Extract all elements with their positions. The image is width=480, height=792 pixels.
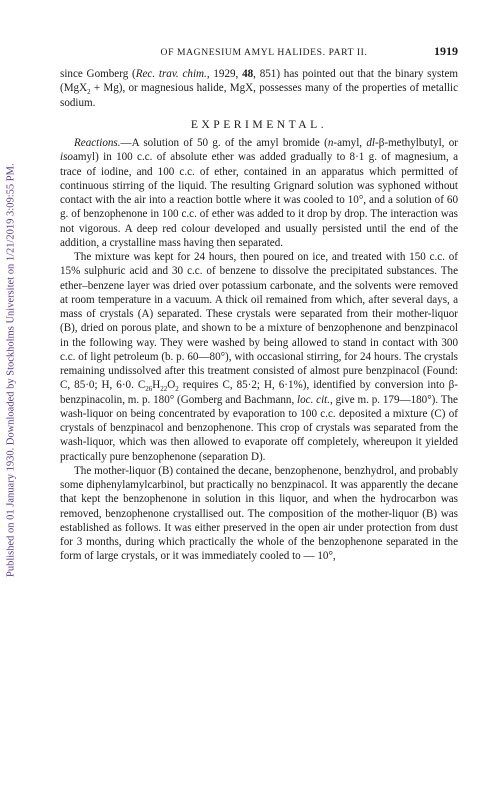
running-header	[60, 44, 458, 60]
subscript: 22	[160, 385, 168, 394]
running-title: OF MAGNESIUM AMYL HALIDES. PART II.	[160, 47, 368, 58]
procedure-paragraph	[60, 250, 458, 464]
italic-prefix: n	[327, 137, 334, 149]
subscript: 2	[175, 385, 179, 394]
text-run: O	[167, 379, 176, 392]
text-run: requires C, 85·2; H, 6·1%), identified by conversion into β-benzpinacolin, m. p. 180° (Gomberg and Bachmann,	[60, 379, 458, 406]
text-run: —A solution of 50 g. of the amyl bromide (	[120, 137, 328, 149]
text-run: since Gomberg (	[60, 68, 136, 80]
page-number: 1919	[434, 44, 458, 58]
subscript: 2	[87, 88, 91, 97]
italic-prefix: iso	[60, 151, 73, 164]
intro-paragraph	[60, 67, 458, 110]
citation-abbrev: loc. cit.	[297, 393, 331, 406]
subscript: 26	[145, 385, 153, 394]
text-run: H	[152, 379, 161, 392]
article-body	[60, 67, 458, 564]
download-watermark: Published on 01 January 1930. Downloaded by Stockholms Universitet on 1/21/2019 3:09:55 PM.	[5, 163, 17, 577]
text-run: , 851) has pointed out that the binary system (MgX	[60, 68, 458, 95]
mother-liquor-paragraph: The mother-liquor (B) contained the decane, benzophenone, benzhydrol, and probably some diphenylamylcarbinol, but practically no benzpinacol. It was apparently the decane that kept the benzophenone in solution in this liquor, and when the hydrocarbon was removed, benzophenone crystallised out. The composition of the mother-liquor (B) was established as follows. It was either preserved in the open air under protection from dust for 3 months, during which practically the whole of the benzophenone separated in the form of large crystals, or it was immediately cooled to — 10°,	[60, 464, 458, 563]
run-in-heading: Reactions.	[74, 137, 121, 149]
italic-prefix: dl	[366, 137, 376, 149]
reactions-paragraph	[60, 136, 458, 250]
text-run: amyl) in 100 c.c. of absolute ether was added gradually to 8·1 g. of magnesium, a trace of iodine, and 100 c.c. of ether, contained in an apparatus which permitted of continuous stirring of the liquid. The resulting Grignard solution was syphoned without contact with the air into a reaction bottle where it was cooled to 10°, and a solution of 60 g. of benzophenone in 100 c.c. of ether was added to it drop by drop. The interaction was not vigorous. A deep red colour developed and usually persisted until the end of the addition, a crystalline mass having then separated.	[60, 151, 458, 249]
text-run: , 1929,	[206, 68, 243, 80]
journal-reference: Rec. trav. chim.	[135, 68, 207, 80]
text-run: -β-methylbutyl, or	[375, 137, 458, 149]
text-run: , give m. p. 179—180°). The wash-liquor on being concentrated by evaporation to 100 c.c. deposited a mixture (C) of crystals of benzpinacol and benzophenone. This crop of crystals was separated from the wash-liquor, which was then allowed to evaporate off completely, whereupon it yielded practically pure benzophenone (separation D).	[60, 393, 458, 463]
text-run: + Mg), or magnesious halide, MgX, possesses many of the properties of metallic sodium.	[60, 82, 458, 109]
text-run: -amyl,	[333, 137, 367, 149]
volume-number: 48	[242, 68, 254, 80]
text-run: The mixture was kept for 24 hours, then poured on ice, and treated with 150 c.c. of 15% sulphuric acid and 30 c.c. of benzene to dissolve the precipitated substances. The ether–benzene layer was dried over potassium carbonate, and the solvents were removed at room temperature in a vacuum. A thick oil remained from which, after several days, a mass of crystals (A) separated. These crystals were separated from their mother-liquor (B), dried on porous plate, and shown to be a mixture of benzophenone and benzpinacol in the following way. They were washed by being allowed to stand in contact with 300 c.c. of light petroleum (b. p. 60—80°), with occasional stirring, for 24 hours. The crystals remaining undissolved after this treatment consisted of almost pure benzpinacol (Found: C, 85·0; H, 6·0. C	[60, 251, 458, 392]
section-heading: EXPERIMENTAL.	[190, 117, 328, 131]
